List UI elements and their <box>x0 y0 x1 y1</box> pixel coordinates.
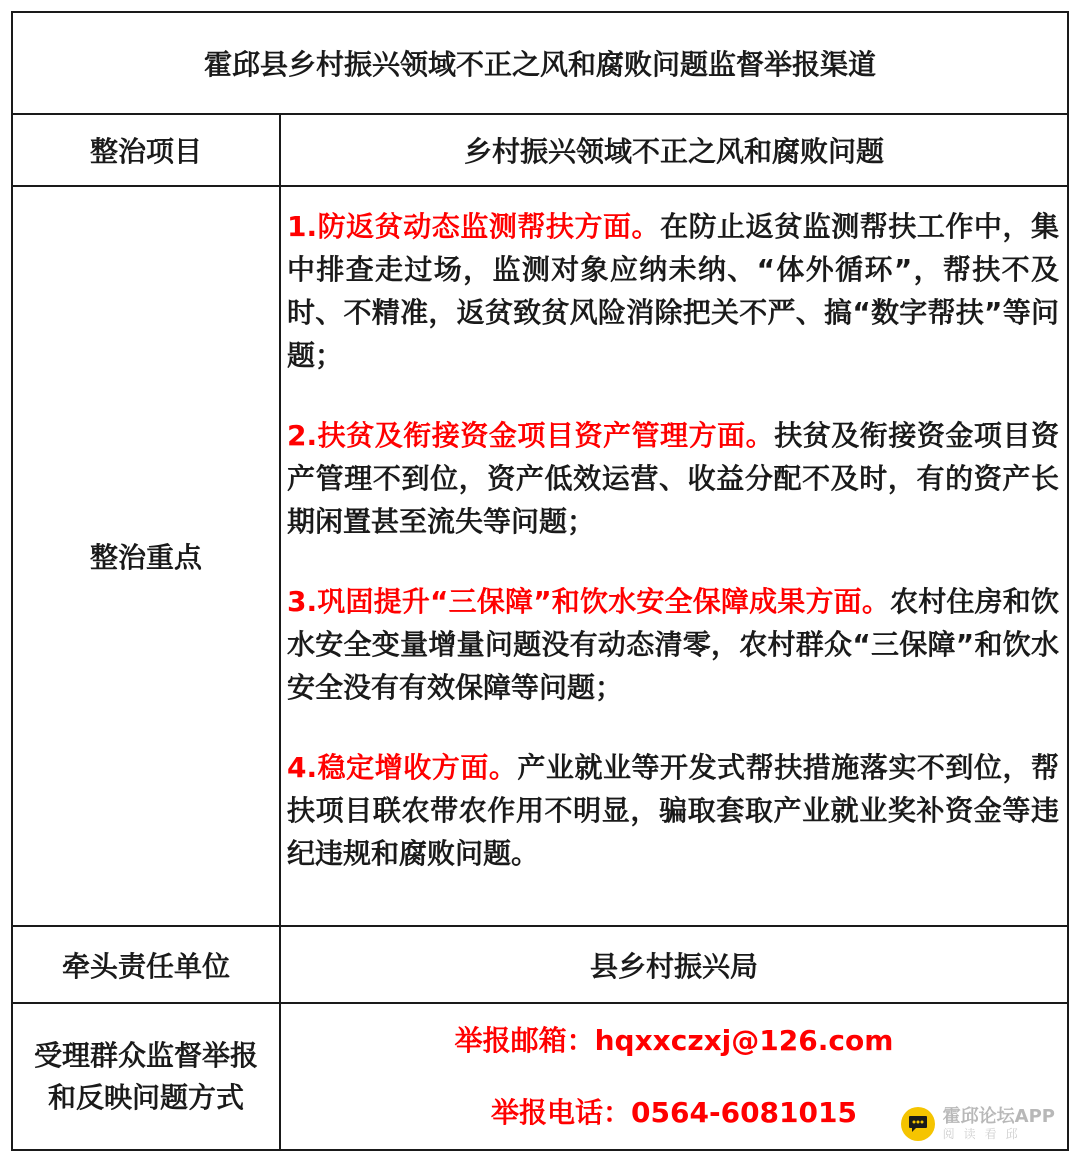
focus-item-1 <box>287 205 1059 377</box>
focus-item-4 <box>287 746 1059 875</box>
header-left: 整治项目 <box>12 114 280 186</box>
report-label <box>12 1003 280 1150</box>
focus-item-2 <box>287 414 1059 543</box>
header-right: 乡村振兴领域不正之风和腐败问题 <box>280 114 1068 186</box>
focus-content <box>280 186 1068 926</box>
lead-row <box>12 926 1068 1003</box>
focus-item-1-body: 在防止返贫监测帮扶工作中，集中排查走过场，监测对象应纳未纳、“体外循环”，帮扶不及时、不精准，返贫致贫风险消除把关不严、搞“数字帮扶”等问题； <box>287 210 1059 372</box>
watermark-name: 霍邱论坛APP <box>942 1106 1055 1127</box>
lead-label: 牵头责任单位 <box>12 926 280 1003</box>
report-methods <box>280 1003 1068 1150</box>
focus-item-1-heading: 1.防返贫动态监测帮扶方面。 <box>287 210 661 243</box>
header-row <box>12 114 1068 186</box>
watermark <box>901 1107 1055 1141</box>
page-title: 霍邱县乡村振兴领域不正之风和腐败问题监督举报渠道 <box>12 12 1068 114</box>
focus-row <box>12 186 1068 926</box>
title-row <box>12 12 1068 114</box>
focus-item-2-body: 扶贫及衔接资金项目资产管理不到位，资产低效运营、收益分配不及时，有的资产长期闲置甚至流失等问题； <box>287 419 1059 538</box>
focus-item-3-heading: 3.巩固提升“三保障”和饮水安全保障成果方面。 <box>287 585 891 618</box>
focus-label: 整治重点 <box>12 186 280 926</box>
report-label-line2: 和反映问题方式 <box>47 1080 244 1114</box>
report-label-line1: 受理群众监督举报 <box>33 1038 258 1072</box>
report-channel-table <box>11 11 1069 1151</box>
lead-value: 县乡村振兴局 <box>280 926 1068 1003</box>
focus-item-2-heading: 2.扶贫及衔接资金项目资产管理方面。 <box>287 419 775 452</box>
report-email[interactable]: 举报邮箱：hqxxczxj@126.com <box>454 1023 894 1057</box>
focus-item-4-body: 产业就业等开发式帮扶措施落实不到位，帮扶项目联农带农作用不明显，骗取套取产业就业奖补资金等违纪违规和腐败问题。 <box>287 751 1059 870</box>
chat-bubble-icon <box>901 1107 935 1141</box>
focus-item-3-body: 农村住房和饮水安全变量增量问题没有动态清零，农村群众“三保障”和饮水安全没有有效保障等问题； <box>287 585 1059 704</box>
watermark-sub: 阅读看邱 <box>942 1127 1027 1141</box>
focus-item-4-heading: 4.稳定增收方面。 <box>287 751 518 784</box>
focus-item-3 <box>287 580 1059 709</box>
report-row <box>12 1003 1068 1150</box>
watermark-text <box>943 1107 1055 1141</box>
report-phone[interactable]: 举报电话：0564-6081015 <box>491 1095 857 1129</box>
